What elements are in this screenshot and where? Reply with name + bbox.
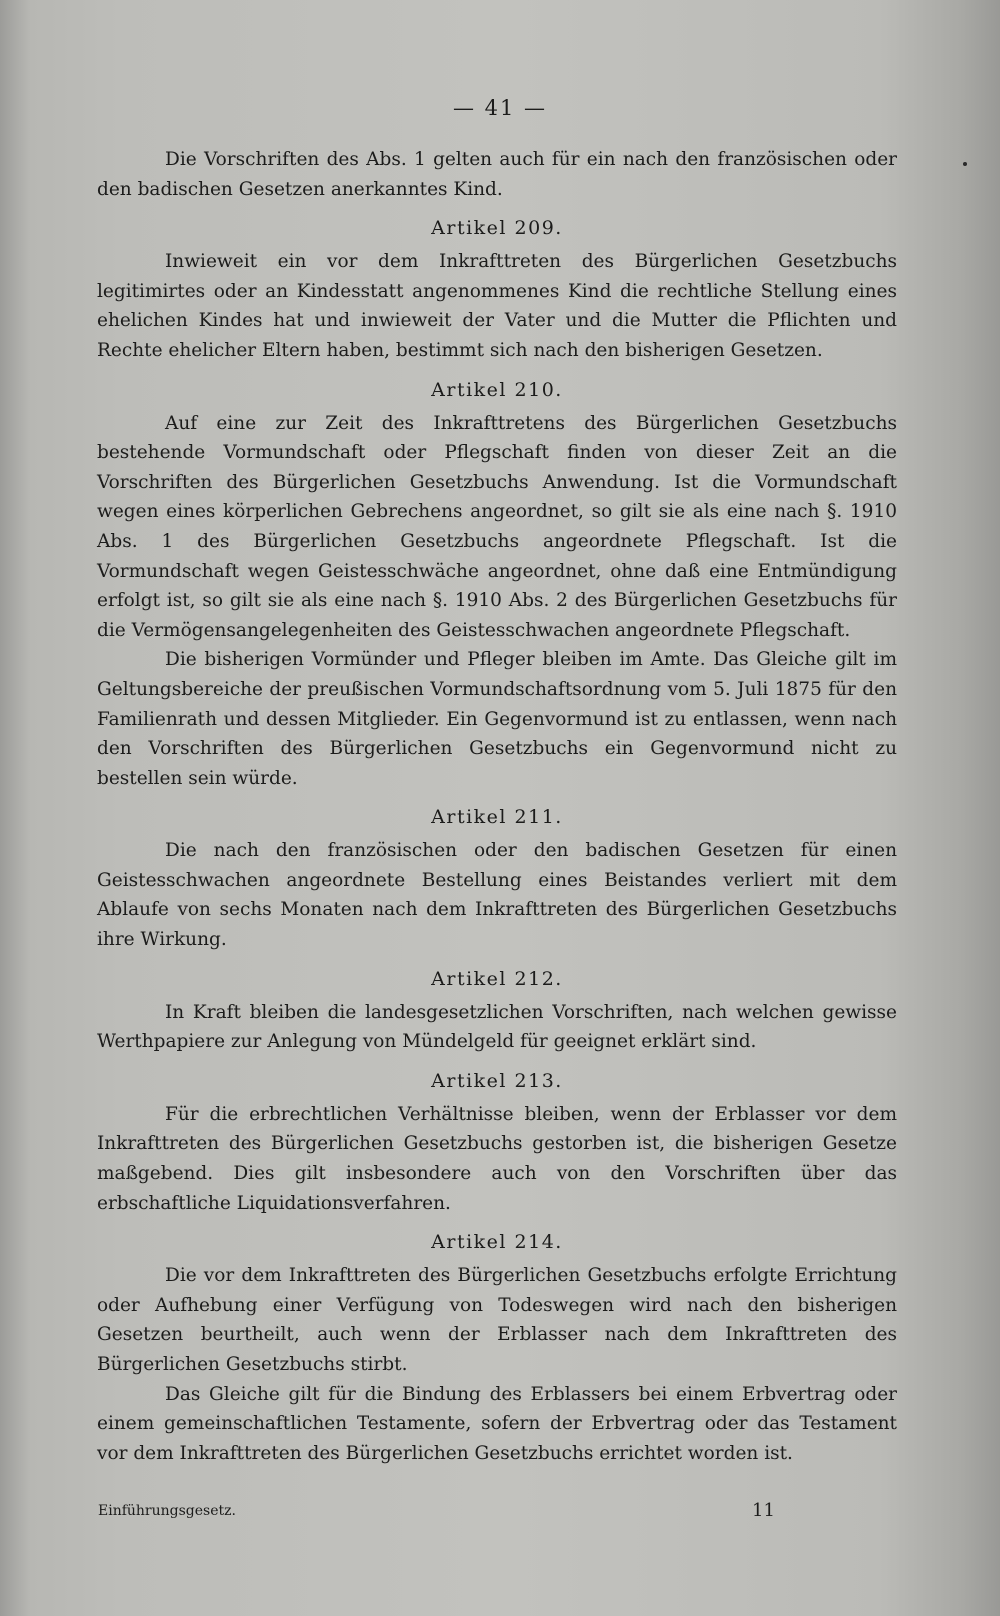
ink-speck — [963, 162, 967, 166]
article-heading: Artikel 211. — [431, 806, 563, 829]
article-210 — [97, 375, 897, 794]
article-heading: Artikel 213. — [431, 1069, 563, 1092]
article-paragraph: Die bisherigen Vormünder und Pfleger bleiben im Amte. Das Gleiche gilt im Geltungsbereiche der preußischen Vormundschaftsordnung vom 5. Juli 1875 für den Familienrath und dessen Mitglieder. Ein Gegenvormund ist zu entlassen, wenn nach den Vorschriften des Bürgerlichen Gesetzbuchs ein Gegenvormund nicht zu bestellen sein würde. — [97, 649, 897, 789]
article-213 — [97, 1066, 897, 1218]
article-paragraph: In Kraft bleiben die landesgesetzlichen Vorschriften, nach welchen gewisse Werthpapiere zur Anlegung von Mündelgeld für geeignet erklärt sind. — [97, 1001, 897, 1053]
article-214 — [97, 1227, 897, 1468]
footer-sheet-number: 11 — [752, 1500, 775, 1521]
article-211 — [97, 802, 897, 954]
footer-signature: Einführungsgesetz. — [98, 1503, 236, 1519]
article-paragraph: Auf eine zur Zeit des Inkrafttretens des Bürgerlichen Gesetzbuchs bestehende Vormundschaft oder Pflegschaft finden von dieser Zeit an die Vorschriften des Bürgerlichen Gesetzbuchs Anwendung. Ist die Vormundschaft wegen eines körperlichen Gebrechens angeordnet, so gilt sie als eine nach §. 1910 Abs. 1 des Bürgerlichen Gesetzbuchs angeordnete Pflegschaft. Ist die Vormundschaft wegen Geistesschwäche angeordnet, ohne daß eine Entmündigung erfolgt ist, so gilt sie als eine nach §. 1910 Abs. 2 des Bürgerlichen Gesetzbuchs für die Vermögensangelegenheiten des Geistesschwachen angeordnete Pflegschaft. — [97, 412, 897, 641]
page-body — [97, 145, 897, 1468]
article-heading: Artikel 209. — [431, 217, 563, 240]
article-212 — [97, 964, 897, 1057]
article-heading: Artikel 210. — [431, 378, 563, 401]
article-paragraph: Die vor dem Inkrafttreten des Bürgerlichen Gesetzbuchs erfolgte Errichtung oder Aufhebung einer Verfügung von Todeswegen wird nach den bisherigen Gesetzen beurtheilt, auch wenn der Erblasser nach dem Inkrafttreten des Bürgerlichen Gesetzbuchs stirbt. — [97, 1265, 897, 1375]
article-paragraph: Inwieweit ein vor dem Inkrafttreten des Bürgerlichen Gesetzbuchs legitimirtes oder an Kindesstatt angenommenes Kind die rechtliche Stellung eines ehelichen Kindes hat und inwieweit der Vater und die Mutter die Pflichten und Rechte ehelicher Eltern haben, bestimmt sich nach den bisherigen Gesetzen. — [97, 251, 897, 361]
article-paragraph: Das Gleiche gilt für die Bindung des Erblassers bei einem Erbvertrag oder einem gemeinschaftlichen Testamente, sofern der Erbvertrag oder das Testament vor dem Inkrafttreten des Bürgerlichen Gesetzbuchs errichtet worden ist. — [97, 1383, 897, 1464]
article-paragraph: Die nach den französischen oder den badischen Gesetzen für einen Geistesschwachen angeordnete Bestellung eines Beistandes verliert mit dem Ablaufe von sechs Monaten nach dem Inkrafttreten des Bürgerlichen Gesetzbuchs ihre Wirkung. — [97, 840, 897, 951]
page-number: — 41 — — [452, 96, 548, 120]
paragraph-intro: Die Vorschriften des Abs. 1 gelten auch für ein nach den französischen oder den badischen Gesetzen anerkanntes Kind. — [97, 149, 897, 200]
article-paragraph: Für die erbrechtlichen Verhältnisse bleiben, wenn der Erblasser vor dem Inkrafttreten des Bürgerlichen Gesetzbuchs gestorben ist, die bisherigen Gesetze maßgebend. Dies gilt insbesondere auch von den Vorschriften über das erbschaftliche Liquidationsverfahren. — [97, 1103, 897, 1214]
article-heading: Artikel 212. — [431, 967, 563, 990]
article-heading: Artikel 214. — [431, 1231, 563, 1254]
article-209 — [97, 213, 897, 365]
